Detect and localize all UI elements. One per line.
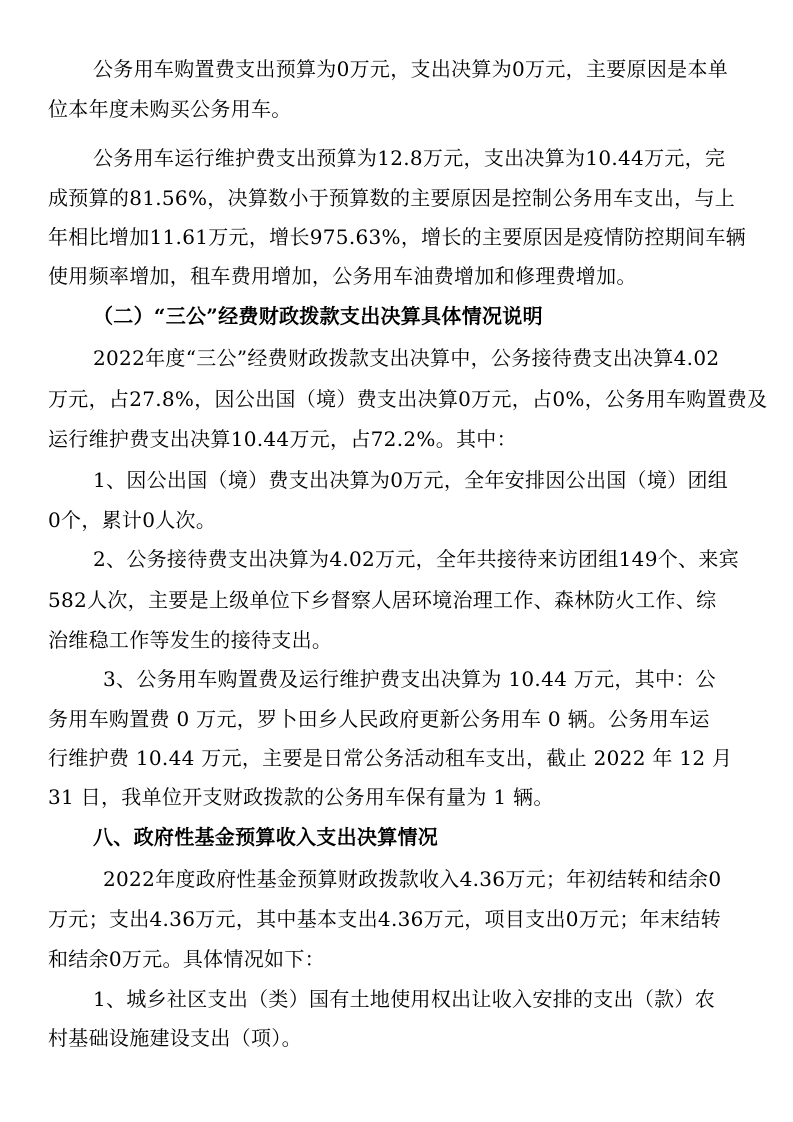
text-line: 公务用车购置费支出预算为0万元，支出决算为0万元，主要原因是本单	[93, 57, 729, 81]
text-line: 万元；支出4.36万元，其中基本支出4.36万元，项目支出0万元；年末结转	[48, 907, 721, 931]
text-line: 村基础设施建设支出（项）。	[48, 1026, 302, 1050]
text-line: 和结余0万元。具体情况如下：	[48, 947, 325, 971]
text-line: 3、公务用车购置费及运行维护费支出决算为 10.44 万元，其中：公	[103, 667, 716, 691]
section-heading: （二）“三公”经费财政拨款支出决算具体情况说明	[93, 304, 543, 328]
text-line: 使用频率增加，租车费用增加，公务用车油费增加和修理费增加。	[48, 264, 637, 288]
text-line: 务用车购置费 0 万元，罗卜田乡人民政府更新公务用车 0 辆。公务用车运	[48, 707, 710, 731]
text-line: 行维护费 10.44 万元，主要是日常公务活动租车支出，截止 2022 年 12 月	[48, 746, 733, 770]
text-line: 1、城乡社区支出（类）国有土地使用权出让收入安排的支出（款）农	[93, 987, 716, 1011]
text-line: 2022年度“三公”经费财政拨款支出决算中，公务接待费支出决算4.02	[93, 346, 720, 370]
text-line: 1、因公出国（境）费支出决算为0万元，全年安排因公出国（境）团组	[93, 468, 729, 492]
text-line: 582人次，主要是上级单位下乡督察人居环境治理工作、森林防火工作、综	[48, 588, 717, 612]
text-line: 31 日，我单位开支财政拨款的公务用车保有量为 1 辆。	[48, 785, 554, 809]
text-line: 治维稳工作等发生的接待支出。	[48, 628, 333, 652]
text-line: 万元，占27.8%，因公出国（境）费支出决算0万元，占0%，公务用车购置费及	[48, 387, 768, 411]
text-line: 0个，累计0人次。	[48, 508, 217, 532]
text-line: 2022年度政府性基金预算财政拨款收入4.36万元；年初结转和结余0	[103, 867, 722, 891]
text-line: 运行维护费支出决算10.44万元，占72.2%。其中：	[48, 427, 517, 451]
section-heading: 八、政府性基金预算收入支出决算情况	[93, 825, 439, 849]
text-line: 2、公务接待费支出决算为4.02万元，全年共接待来访团组149个、来宾	[93, 547, 739, 571]
text-line: 公务用车运行维护费支出预算为12.8万元，支出决算为10.44万元，完	[93, 146, 726, 170]
text-line: 位本年度未购买公务用车。	[48, 97, 292, 121]
text-line: 年相比增加11.61万元，增长975.63%，增长的主要原因是疫情防控期间车辆	[48, 225, 746, 249]
text-line: 成预算的81.56%，决算数小于预算数的主要原因是控制公务用车支出，与上	[48, 186, 736, 210]
